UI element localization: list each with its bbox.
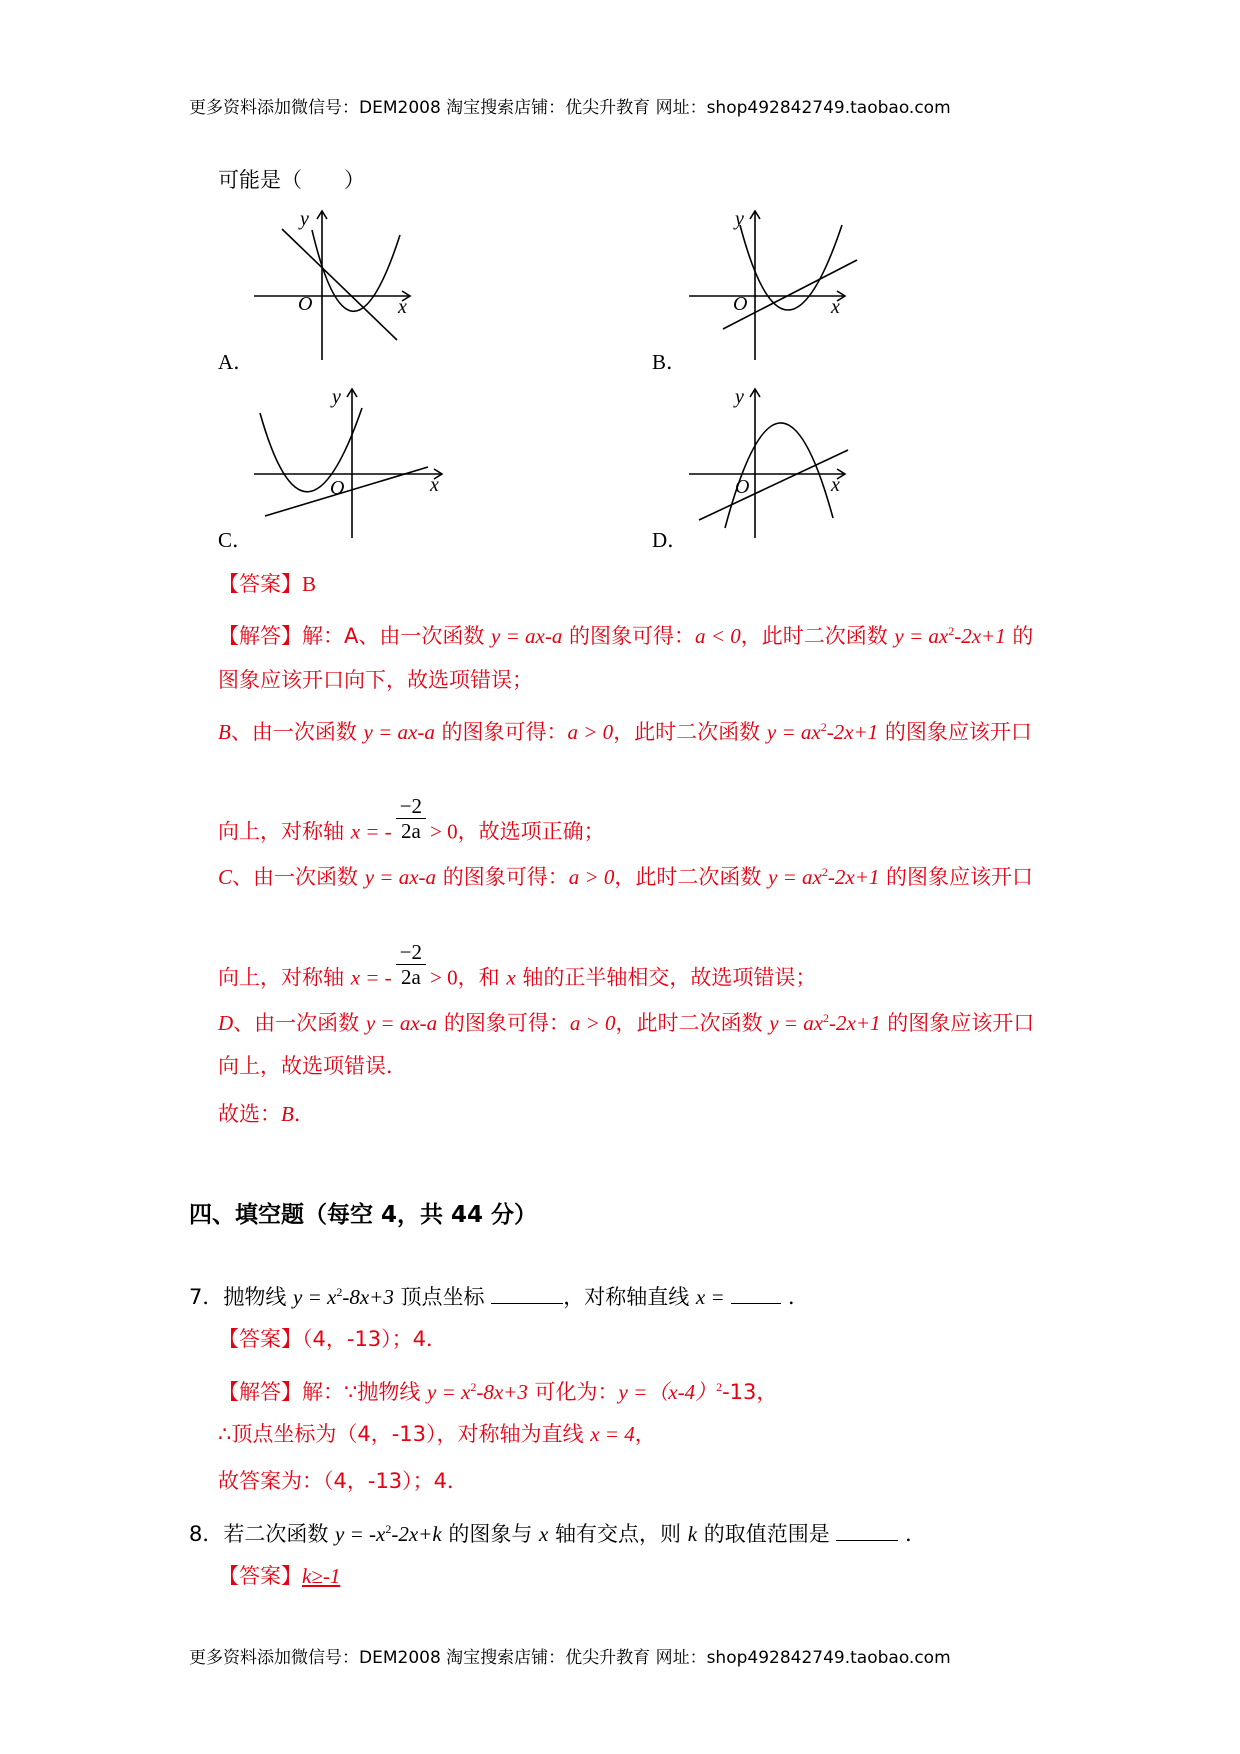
answer-blank[interactable] (731, 1285, 781, 1304)
math: -2x+1 (829, 1011, 881, 1035)
math: x (539, 1522, 549, 1546)
option-letter: C (218, 865, 233, 889)
text: 轴有交点，则 (548, 1522, 688, 1546)
text: 可化为： (527, 1380, 619, 1404)
text: ，此时二次函数 (613, 720, 767, 744)
answer-blank[interactable] (836, 1522, 898, 1541)
solution-tag: 【解答】 (218, 1380, 302, 1404)
math: x = (695, 1285, 725, 1309)
exponent: 2 (716, 1380, 723, 1394)
svg-text:O: O (298, 293, 313, 315)
text: 7．抛物线 (189, 1285, 294, 1309)
text: 的图象与 (441, 1522, 540, 1546)
math: y = -x (335, 1522, 386, 1546)
text: 、由一次函数 (230, 720, 364, 744)
text: ． (905, 1522, 927, 1546)
text: ，此时二次函数 (740, 624, 895, 648)
text: 的图象可得： (434, 720, 568, 744)
text: 向上，对称轴 (218, 819, 351, 844)
math: -2x+1 (827, 865, 880, 889)
svg-text:y: y (735, 386, 744, 408)
fraction (396, 940, 426, 989)
text: 的 (1005, 624, 1034, 648)
svg-text:O: O (733, 293, 748, 315)
math: y = ax-a (491, 624, 563, 648)
answer-value: k≥-1 (302, 1564, 341, 1588)
graph-a (250, 205, 420, 365)
solution-line-d2: 向上，故选项错误． (218, 1054, 407, 1078)
solution-line-d (218, 1004, 1034, 1037)
text: 、由一次函数 (232, 865, 365, 889)
answer-tag: 【答案】 (218, 1327, 302, 1351)
graph-b (685, 205, 865, 365)
math: y =（x-4） (618, 1380, 717, 1404)
svg-text:x: x (831, 296, 840, 318)
math: y = ax (769, 1011, 824, 1035)
page-header: 更多资料添加微信号：DEM2008 淘宝搜索店铺：优尖升教育 网址：shop492842749.taobao.com (189, 98, 951, 118)
exponent: 2 (385, 1522, 392, 1536)
math: a < 0 (695, 624, 741, 648)
solution-line-a (218, 617, 1033, 650)
answer-tag: 【答案】 (218, 572, 302, 596)
text: 解：A、由一次函数 (302, 624, 492, 648)
exponent: 2 (948, 624, 955, 638)
exponent: 2 (470, 1380, 477, 1394)
math: x (506, 965, 516, 990)
text: ，对称轴直线 (563, 1285, 696, 1309)
solution-line-c2 (218, 940, 817, 1003)
graph-d (685, 383, 865, 543)
text: 的图象应该开口 (880, 1011, 1035, 1035)
text: 的取值范围是 (697, 1522, 837, 1546)
math: a > 0 (569, 1011, 616, 1035)
math: y = ax-a (363, 720, 435, 744)
math: -2x+k (391, 1522, 442, 1546)
math: -8x+3 (476, 1380, 528, 1404)
exponent: 2 (823, 1011, 830, 1025)
math: y = ax (766, 720, 821, 744)
svg-text:y: y (332, 386, 341, 408)
solution-line-b (218, 713, 1032, 746)
section-heading: 四、填空题（每空 4，共 44 分） (189, 1202, 538, 1228)
svg-text:x: x (831, 474, 840, 496)
answer-line (218, 570, 316, 598)
page-footer: 更多资料添加微信号：DEM2008 淘宝搜索店铺：优尖升教育 网址：shop492842749.taobao.com (189, 1648, 951, 1668)
text: 故选： (218, 1102, 281, 1126)
answer-value: B (302, 572, 317, 596)
text: ，此时二次函数 (615, 1011, 770, 1035)
numerator: −2 (396, 794, 426, 819)
solution-tag: 【解答】 (218, 624, 302, 648)
text: 顶点坐标 (393, 1285, 492, 1309)
solution-line-c (218, 858, 1033, 891)
fraction (396, 794, 426, 843)
text: 的图象可得： (437, 1011, 570, 1035)
q8-answer (218, 1562, 340, 1590)
option-c-label: C． (218, 528, 254, 552)
exponent: 2 (820, 720, 827, 734)
question-7 (189, 1278, 809, 1311)
math: > 0 (430, 965, 458, 990)
math: y = x (293, 1285, 337, 1309)
text: 轴的正半轴相交，故选项错误； (515, 965, 817, 990)
text: 解：∵抛物线 (302, 1380, 428, 1404)
math: y = x (427, 1380, 471, 1404)
text: ， (634, 1422, 656, 1446)
q7-answer (218, 1325, 447, 1353)
denominator: 2a (400, 965, 421, 989)
text: ，故选项正确； (457, 819, 605, 844)
text: 的图象应该开口 (878, 720, 1032, 744)
text: ． (788, 1285, 810, 1309)
math: x = - (350, 819, 392, 844)
solution-line-b2 (218, 794, 605, 857)
math: y = ax-a (365, 1011, 438, 1035)
text: ∴顶点坐标为（4，-13），对称轴为直线 (218, 1422, 591, 1446)
math: y = ax (894, 624, 949, 648)
graph-c (250, 383, 450, 543)
solution-line-a2: 图象应该开口向下，故选项错误； (218, 668, 533, 692)
option-a-label: A． (218, 350, 255, 374)
question-stem: 可能是（ ） (218, 168, 365, 192)
text: ，和 (457, 965, 507, 990)
svg-text:x: x (398, 296, 407, 318)
answer-blank[interactable] (491, 1285, 563, 1304)
answer-value: （4，-13）；4． (302, 1327, 448, 1351)
question-8 (189, 1515, 926, 1548)
exponent: 2 (336, 1285, 343, 1299)
option-d-label: D． (652, 528, 689, 552)
numerator: −2 (396, 940, 426, 965)
text: ，此时二次函数 (614, 865, 769, 889)
text: ． (293, 1102, 315, 1126)
math: x = - (350, 965, 392, 990)
text: 8．若二次函数 (189, 1522, 336, 1546)
math: > 0 (430, 819, 458, 844)
svg-text:y: y (300, 208, 309, 230)
math: x = 4 (590, 1422, 635, 1446)
svg-text:O: O (735, 476, 750, 498)
exponent: 2 (821, 865, 828, 879)
text: 的图象可得： (436, 865, 569, 889)
text: 、由一次函数 (233, 1011, 366, 1035)
q7-solution-2 (218, 1420, 656, 1448)
final-choice (218, 1100, 315, 1128)
text: 的图象可得： (562, 624, 696, 648)
q7-solution-1 (218, 1373, 777, 1406)
math: y = ax-a (364, 865, 437, 889)
svg-text:x: x (430, 474, 439, 496)
answer-tag: 【答案】 (218, 1564, 302, 1588)
math: k (687, 1522, 698, 1546)
math: -2x+1 (954, 624, 1006, 648)
math: a > 0 (567, 720, 614, 744)
math: a > 0 (568, 865, 615, 889)
svg-text:y: y (735, 208, 744, 230)
text: -13， (722, 1380, 778, 1404)
math: y = ax (768, 865, 822, 889)
text: 向上，对称轴 (218, 965, 351, 990)
q7-solution-3: 故答案为：（4，-13）；4． (218, 1469, 469, 1493)
math: -2x+1 (826, 720, 879, 744)
denominator: 2a (400, 819, 421, 843)
svg-text:O: O (330, 477, 345, 499)
option-letter: B (218, 720, 231, 744)
text: 的图象应该开口 (879, 865, 1034, 889)
math: B (281, 1102, 294, 1126)
option-b-label: B． (652, 350, 688, 374)
option-letter: D (218, 1011, 234, 1035)
math: -8x+3 (342, 1285, 394, 1309)
